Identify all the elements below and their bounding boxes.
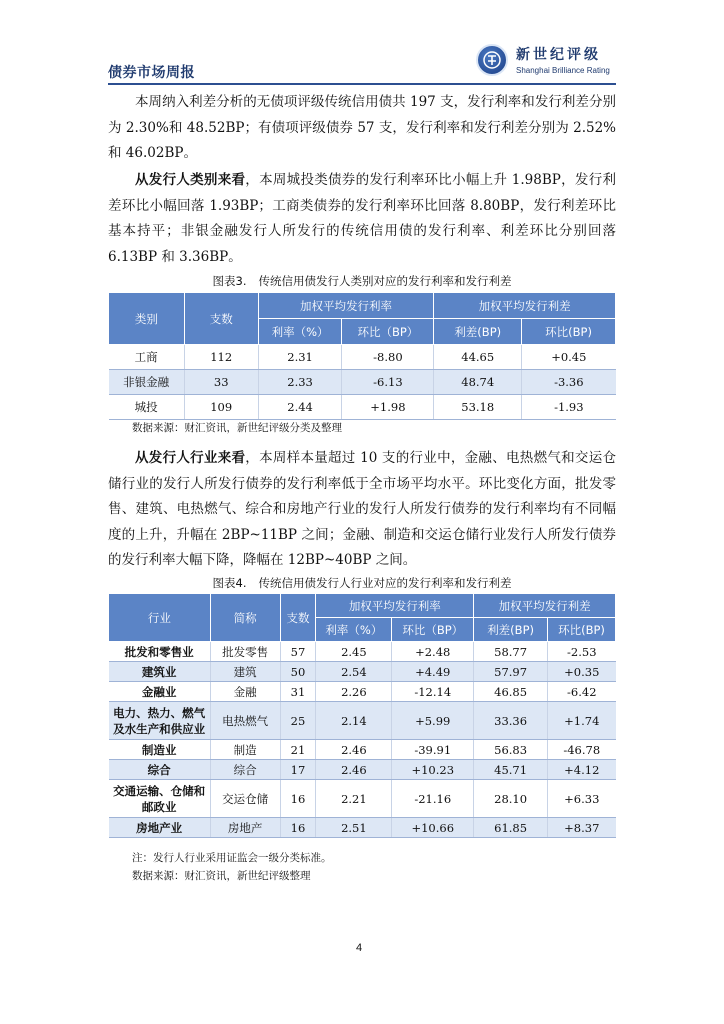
cell-count: 112	[184, 345, 258, 370]
table3-caption-text: 传统信用债发行人类别对应的发行利率和发行利差	[258, 274, 512, 288]
cell-count: 109	[184, 395, 258, 420]
cell-spread: 46.85	[474, 682, 548, 702]
cell-industry: 交通运输、仓储和邮政业	[109, 780, 211, 818]
table-row	[109, 760, 616, 780]
col-header-count: 支数	[280, 594, 316, 642]
cell-rate-chg: -12.14	[392, 682, 474, 702]
cell-spread-chg: -1.93	[522, 395, 616, 420]
table4-issuer-industry	[108, 593, 616, 838]
paragraph-issuer-industry	[108, 446, 616, 574]
cell-rate-chg: -8.80	[342, 345, 434, 370]
cell-industry: 房地产业	[109, 818, 211, 838]
cell-count: 16	[280, 818, 316, 838]
cell-spread-chg: -2.53	[548, 642, 616, 662]
table-row	[109, 818, 616, 838]
cell-spread: 61.85	[474, 818, 548, 838]
cell-rate: 2.14	[316, 702, 392, 740]
cell-spread: 33.36	[474, 702, 548, 740]
table-row	[109, 662, 616, 682]
cell-rate: 2.33	[258, 370, 342, 395]
table-row	[109, 682, 616, 702]
cell-category: 非银金融	[109, 370, 185, 395]
cell-spread-chg: -3.36	[522, 370, 616, 395]
col-header-rate-change: 环比（BP）	[342, 319, 434, 345]
table4-source: 数据来源：财汇资讯，新世纪评级整理	[132, 870, 311, 882]
cell-rate-chg: +10.23	[392, 760, 474, 780]
page-number: 4	[356, 942, 363, 954]
table3-source: 数据来源：财汇资讯，新世纪评级分类及整理	[132, 422, 342, 434]
table4-caption-text: 传统信用债发行人行业对应的发行利率和发行利差	[258, 576, 512, 590]
cell-spread-chg: -46.78	[548, 740, 616, 760]
header-divider	[108, 83, 616, 85]
cell-short: 批发零售	[210, 642, 280, 662]
table3-issuer-category	[108, 292, 616, 420]
cell-count: 17	[280, 760, 316, 780]
table-row	[109, 780, 616, 818]
paragraph-overall: 本周纳入利差分析的无债项评级传统信用债共 197 支，发行利率和发行利差分别为 2.30%和 48.52BP；有债项评级债券 57 支，发行利率和发行利差分别为 2.52%和 46.02BP。	[108, 94, 616, 161]
cell-spread-chg: +0.35	[548, 662, 616, 682]
cell-industry: 建筑业	[109, 662, 211, 682]
cell-count: 33	[184, 370, 258, 395]
table3-caption	[108, 273, 616, 289]
cell-spread-chg: -6.42	[548, 682, 616, 702]
col-header-spread-change: 环比(BP)	[522, 319, 616, 345]
cell-short: 综合	[210, 760, 280, 780]
table4-caption-number: 图表4.	[212, 576, 247, 590]
cell-rate: 2.45	[316, 642, 392, 662]
cell-short: 金融	[210, 682, 280, 702]
col-header-spread: 利差(BP)	[474, 618, 548, 642]
cell-industry: 批发和零售业	[109, 642, 211, 662]
cell-rate-chg: +10.66	[392, 818, 474, 838]
paragraph-heading: 从发行人类别来看	[135, 172, 246, 188]
cell-spread-chg: +8.37	[548, 818, 616, 838]
cell-rate-chg: +4.49	[392, 662, 474, 682]
cell-industry: 金融业	[109, 682, 211, 702]
logo-emblem-icon	[476, 44, 508, 76]
table3-caption-number: 图表3.	[212, 274, 247, 288]
cell-rate-chg: -39.91	[392, 740, 474, 760]
cell-count: 57	[280, 642, 316, 662]
cell-spread: 53.18	[434, 395, 522, 420]
cell-rate: 2.31	[258, 345, 342, 370]
cell-spread: 57.97	[474, 662, 548, 682]
cell-rate: 2.26	[316, 682, 392, 702]
cell-spread: 44.65	[434, 345, 522, 370]
table4-caption	[108, 575, 616, 591]
paragraph-body: ，本周样本量超过 10 支的行业中，金融、电热燃气和交运仓储行业的发行人所发行债券的发行利率低于全市场平均水平。环比变化方面，批发零售、建筑、电热燃气、综合和房地产行业的发行人所发行债券的发行利率均有不同幅度的上升，升幅在 2BP~11BP 之间；金融、制造和交运仓储行业发行人所发行债券的发行利率大幅下降，降幅在 12BP~40BP 之间。	[108, 450, 617, 568]
cell-spread: 48.74	[434, 370, 522, 395]
paragraph-heading: 从发行人行业来看	[135, 450, 246, 466]
col-header-rate-group: 加权平均发行利率	[258, 293, 434, 319]
cell-spread: 56.83	[474, 740, 548, 760]
cell-rate-chg: +5.99	[392, 702, 474, 740]
cell-rate-chg: -6.13	[342, 370, 434, 395]
cell-count: 50	[280, 662, 316, 682]
cell-category: 城投	[109, 395, 185, 420]
cell-rate: 2.21	[316, 780, 392, 818]
cell-spread-chg: +4.12	[548, 760, 616, 780]
col-header-spread-group: 加权平均发行利差	[434, 293, 616, 319]
cell-category: 工商	[109, 345, 185, 370]
cell-short: 房地产	[210, 818, 280, 838]
col-header-spread: 利差(BP)	[434, 319, 522, 345]
cell-rate: 2.54	[316, 662, 392, 682]
cell-short: 制造	[210, 740, 280, 760]
cell-spread-chg: +6.33	[548, 780, 616, 818]
col-header-rate: 利率（%）	[258, 319, 342, 345]
cell-rate: 2.46	[316, 740, 392, 760]
cell-industry: 综合	[109, 760, 211, 780]
table4-note: 注：发行人行业采用证监会一级分类标准。	[132, 852, 332, 864]
table-row	[109, 702, 616, 740]
cell-rate: 2.44	[258, 395, 342, 420]
table-row	[109, 740, 616, 760]
cell-rate-chg: -21.16	[392, 780, 474, 818]
cell-spread-chg: +1.74	[548, 702, 616, 740]
cell-count: 16	[280, 780, 316, 818]
cell-short: 交运仓储	[210, 780, 280, 818]
brand-logo	[476, 42, 616, 82]
col-header-spread-change: 环比(BP)	[548, 618, 616, 642]
cell-spread: 45.71	[474, 760, 548, 780]
table-row	[109, 642, 616, 662]
logo-english-name: Shanghai Brilliance Rating	[516, 66, 610, 75]
col-header-industry: 行业	[109, 594, 211, 642]
col-header-count: 支数	[184, 293, 258, 345]
page-header	[108, 42, 616, 82]
cell-short: 电热燃气	[210, 702, 280, 740]
cell-spread: 58.77	[474, 642, 548, 662]
col-header-category: 类别	[109, 293, 185, 345]
cell-rate: 2.51	[316, 818, 392, 838]
cell-count: 25	[280, 702, 316, 740]
paragraph-body: ，本周城投类债券的发行利率环比小幅上升 1.98BP，发行利差环比小幅回落 1.93BP；工商类债券的发行利率环比回落 8.80BP，发行利差环比基本持平；非银金融发行人所发行的传统信用债的发行利率、利差环比分别回落 6.13BP 和 3.36BP。	[108, 172, 617, 265]
cell-count: 31	[280, 682, 316, 702]
col-header-rate-change: 环比（BP）	[392, 618, 474, 642]
table-row	[109, 395, 616, 420]
col-header-rate: 利率（%）	[316, 618, 392, 642]
table-row	[109, 345, 616, 370]
cell-rate: 2.46	[316, 760, 392, 780]
col-header-rate-group: 加权平均发行利率	[316, 594, 474, 618]
logo-chinese-name: 新世纪评级	[516, 47, 601, 63]
table-row	[109, 370, 616, 395]
cell-industry: 制造业	[109, 740, 211, 760]
cell-short: 建筑	[210, 662, 280, 682]
report-title: 债券市场周报	[108, 65, 195, 81]
col-header-short-name: 简称	[210, 594, 280, 642]
col-header-spread-group: 加权平均发行利差	[474, 594, 616, 618]
cell-spread-chg: +0.45	[522, 345, 616, 370]
cell-industry: 电力、热力、燃气及水生产和供应业	[109, 702, 211, 740]
cell-count: 21	[280, 740, 316, 760]
cell-spread: 28.10	[474, 780, 548, 818]
paragraph-issuer-category	[108, 168, 616, 270]
cell-rate-chg: +1.98	[342, 395, 434, 420]
cell-rate-chg: +2.48	[392, 642, 474, 662]
